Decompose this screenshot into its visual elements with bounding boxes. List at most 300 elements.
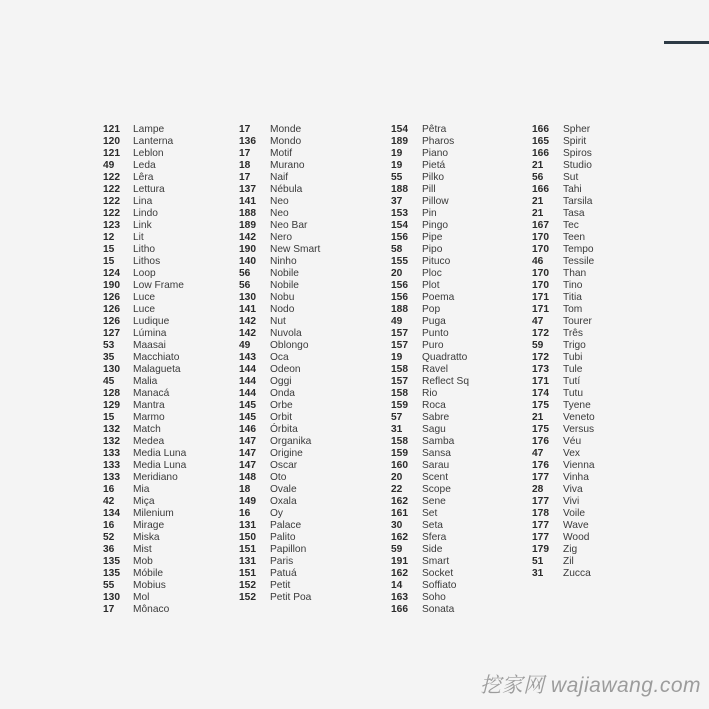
page-number: 141 xyxy=(239,196,256,207)
product-name: Mantra xyxy=(133,400,165,411)
product-name: Leblon xyxy=(133,148,164,159)
page-number: 158 xyxy=(391,436,408,447)
index-entry xyxy=(532,424,595,436)
page-number: 137 xyxy=(239,184,256,195)
product-name: Lêra xyxy=(133,172,154,183)
index-entry xyxy=(391,604,455,616)
product-name: Oto xyxy=(270,472,287,483)
index-entry xyxy=(532,220,579,232)
page-number: 133 xyxy=(103,472,120,483)
page-number: 162 xyxy=(391,496,408,507)
index-entry xyxy=(391,340,444,352)
index-entry xyxy=(103,388,170,400)
index-column-4 xyxy=(532,124,595,580)
page-number: 22 xyxy=(391,484,403,495)
index-entry xyxy=(391,388,438,400)
index-entry xyxy=(239,532,296,544)
index-entry xyxy=(391,580,457,592)
product-name: Tahi xyxy=(563,184,582,195)
product-name: Pilko xyxy=(422,172,445,183)
header-accent-bar xyxy=(664,41,709,44)
page-number: 141 xyxy=(239,304,256,315)
product-name: Mirage xyxy=(133,520,165,531)
index-entry xyxy=(391,304,441,316)
product-name: Macchiato xyxy=(133,352,180,363)
index-entry xyxy=(239,340,309,352)
page-number: 47 xyxy=(532,316,544,327)
product-name: Litho xyxy=(133,244,156,255)
page-number: 176 xyxy=(532,436,549,447)
page-number: 55 xyxy=(103,580,115,591)
page-number: 51 xyxy=(532,556,544,567)
product-name: Orbit xyxy=(270,412,293,423)
product-name: Ninho xyxy=(270,256,297,267)
product-name: Spiros xyxy=(563,148,592,159)
index-entry xyxy=(103,604,170,616)
index-entry xyxy=(532,172,579,184)
index-entry xyxy=(532,460,595,472)
page-number: 154 xyxy=(391,220,408,231)
index-entry xyxy=(103,592,150,604)
page-number: 37 xyxy=(391,196,403,207)
page-number: 155 xyxy=(391,256,408,267)
product-name: Vinha xyxy=(563,472,589,483)
product-name: Mia xyxy=(133,484,150,495)
product-name: Oggi xyxy=(270,376,292,387)
product-name: Media Luna xyxy=(133,448,187,459)
page-number: 121 xyxy=(103,148,120,159)
index-entry xyxy=(239,208,289,220)
page-number: 131 xyxy=(239,520,256,531)
page-number: 191 xyxy=(391,556,408,567)
product-name: Móbile xyxy=(133,568,164,579)
product-name: Lithos xyxy=(133,256,161,267)
page-number: 154 xyxy=(391,124,408,135)
product-name: Marmo xyxy=(133,412,165,423)
product-name: Oscar xyxy=(270,460,298,471)
page-number: 173 xyxy=(532,364,549,375)
index-entry xyxy=(239,304,295,316)
index-entry xyxy=(391,292,455,304)
product-name: Três xyxy=(563,328,583,339)
page-number: 171 xyxy=(532,292,549,303)
index-entry xyxy=(532,472,589,484)
index-entry xyxy=(103,448,187,460)
page-number: 153 xyxy=(391,208,408,219)
page-number: 124 xyxy=(103,268,120,279)
page-number: 133 xyxy=(103,460,120,471)
product-name: Samba xyxy=(422,436,455,447)
page-number: 21 xyxy=(532,160,544,171)
product-name: Lina xyxy=(133,196,153,207)
page-number: 156 xyxy=(391,232,408,243)
index-entry xyxy=(239,196,289,208)
page-number: 17 xyxy=(239,148,251,159)
page-number: 17 xyxy=(103,604,115,615)
page-number: 53 xyxy=(103,340,115,351)
page-number: 17 xyxy=(239,172,251,183)
page-number: 159 xyxy=(391,448,408,459)
page-number: 131 xyxy=(239,556,256,567)
index-entry xyxy=(532,400,591,412)
page-number: 177 xyxy=(532,496,549,507)
product-name: Zig xyxy=(563,544,578,555)
index-entry xyxy=(103,304,156,316)
index-entry xyxy=(391,400,446,412)
product-name: Murano xyxy=(270,160,305,171)
page-number: 158 xyxy=(391,388,408,399)
product-name: Pharos xyxy=(422,136,455,147)
product-name: Tyene xyxy=(563,400,591,411)
product-name: Than xyxy=(563,268,587,279)
index-entry xyxy=(103,520,165,532)
page-number: 167 xyxy=(532,220,549,231)
product-name: Maasai xyxy=(133,340,166,351)
product-name: Ravel xyxy=(422,364,449,375)
index-entry xyxy=(239,412,293,424)
product-name: Ploc xyxy=(422,268,442,279)
product-name: Tarsila xyxy=(563,196,593,207)
page-number: 129 xyxy=(103,400,120,411)
product-name: Malagueta xyxy=(133,364,181,375)
page-number: 31 xyxy=(532,568,544,579)
index-entry xyxy=(103,184,165,196)
page-number: 152 xyxy=(239,592,256,603)
page-number: 145 xyxy=(239,400,256,411)
index-entry xyxy=(391,136,455,148)
product-name: Quadratto xyxy=(422,352,468,363)
index-entry xyxy=(391,424,446,436)
page-number: 142 xyxy=(239,232,256,243)
page-number: 126 xyxy=(103,304,120,315)
index-entry xyxy=(239,292,295,304)
index-entry xyxy=(391,496,446,508)
product-name: Sabre xyxy=(422,412,450,423)
page-number: 158 xyxy=(391,364,408,375)
product-name: Nero xyxy=(270,232,293,243)
product-name: Tec xyxy=(563,220,579,231)
index-entry xyxy=(239,184,303,196)
index-entry xyxy=(532,508,586,520)
product-name: Organika xyxy=(270,436,312,447)
product-name: Tule xyxy=(563,364,583,375)
index-entry xyxy=(239,568,297,580)
page-number: 190 xyxy=(239,244,256,255)
index-entry xyxy=(391,412,450,424)
page-number: 15 xyxy=(103,244,115,255)
page-number: 31 xyxy=(391,424,403,435)
index-entry xyxy=(239,508,284,520)
index-entry xyxy=(532,532,590,544)
product-name: Smart xyxy=(422,556,450,567)
product-name: Pipe xyxy=(422,232,443,243)
page-number: 170 xyxy=(532,268,549,279)
product-name: Tourer xyxy=(563,316,592,327)
product-name: Poema xyxy=(422,292,455,303)
product-name: Pingo xyxy=(422,220,449,231)
index-entry xyxy=(532,292,582,304)
page-number: 142 xyxy=(239,316,256,327)
index-entry xyxy=(391,196,449,208)
index-entry xyxy=(391,508,438,520)
page-number: 151 xyxy=(239,544,256,555)
product-name: Mobius xyxy=(133,580,166,591)
product-name: New Smart xyxy=(270,244,321,255)
page-number: 21 xyxy=(532,196,544,207)
index-entry xyxy=(391,544,443,556)
index-entry xyxy=(239,124,302,136)
index-entry xyxy=(532,124,591,136)
index-entry xyxy=(103,484,150,496)
page-number: 122 xyxy=(103,184,120,195)
page-number: 143 xyxy=(239,352,256,363)
page-number: 21 xyxy=(532,412,544,423)
page-number: 121 xyxy=(103,124,120,135)
product-name: Wood xyxy=(563,532,590,543)
index-entry xyxy=(391,268,442,280)
page-number: 163 xyxy=(391,592,408,603)
page-number: 151 xyxy=(239,568,256,579)
index-entry xyxy=(239,244,321,256)
product-name: Wave xyxy=(563,520,589,531)
page-number: 177 xyxy=(532,520,549,531)
product-name: Naif xyxy=(270,172,289,183)
index-entry xyxy=(103,232,144,244)
index-entry xyxy=(239,280,299,292)
index-entry xyxy=(103,580,166,592)
index-entry xyxy=(532,388,584,400)
page-number: 16 xyxy=(103,520,115,531)
index-entry xyxy=(103,136,174,148)
page-number: 120 xyxy=(103,136,120,147)
product-name: Sfera xyxy=(422,532,447,543)
page-number: 147 xyxy=(239,460,256,471)
watermark: 挖家网 wajiawang.com xyxy=(480,674,701,697)
index-entry xyxy=(239,148,293,160)
product-name: Sene xyxy=(422,496,446,507)
index-entry xyxy=(391,568,454,580)
page-number: 188 xyxy=(391,304,408,315)
page-number: 45 xyxy=(103,376,115,387)
index-entry xyxy=(532,496,580,508)
index-entry xyxy=(532,148,592,160)
page-number: 175 xyxy=(532,400,549,411)
product-name: Luce xyxy=(133,304,156,315)
index-entry xyxy=(239,424,298,436)
page-number: 190 xyxy=(103,280,120,291)
product-name: Titia xyxy=(563,292,582,303)
product-name: Nobile xyxy=(270,280,299,291)
product-name: Scent xyxy=(422,472,449,483)
page-number: 30 xyxy=(391,520,403,531)
index-entry xyxy=(391,328,449,340)
index-entry xyxy=(391,460,450,472)
index-entry xyxy=(239,544,307,556)
product-name: Miça xyxy=(133,496,155,507)
page-number: 166 xyxy=(532,148,549,159)
product-name: Medea xyxy=(133,436,165,447)
product-name: Side xyxy=(422,544,443,555)
index-entry xyxy=(239,256,297,268)
index-entry xyxy=(239,388,295,400)
product-name: Motif xyxy=(270,148,293,159)
product-name: Voile xyxy=(563,508,586,519)
page-number: 122 xyxy=(103,196,120,207)
index-entry xyxy=(103,364,181,376)
product-name: Neo Bar xyxy=(270,220,308,231)
index-entry xyxy=(532,160,592,172)
page-number: 135 xyxy=(103,556,120,567)
product-name: Onda xyxy=(270,388,295,399)
page-number: 140 xyxy=(239,256,256,267)
index-entry xyxy=(103,436,165,448)
product-name: Spirit xyxy=(563,136,587,147)
index-entry xyxy=(239,364,301,376)
product-name: Socket xyxy=(422,568,454,579)
product-name: Studio xyxy=(563,160,592,171)
index-entry xyxy=(239,328,302,340)
index-entry xyxy=(391,448,451,460)
product-name: Sarau xyxy=(422,460,450,471)
product-name: Véu xyxy=(563,436,582,447)
product-name: Low Frame xyxy=(133,280,184,291)
page-number: 156 xyxy=(391,280,408,291)
product-name: Reflect Sq xyxy=(422,376,469,387)
page-number: 177 xyxy=(532,532,549,543)
page-number: 19 xyxy=(391,160,403,171)
product-name: Manacá xyxy=(133,388,170,399)
index-entry xyxy=(532,196,593,208)
index-entry xyxy=(239,484,297,496)
index-entry xyxy=(239,268,299,280)
page-number: 188 xyxy=(391,184,408,195)
page-number: 127 xyxy=(103,328,120,339)
index-entry xyxy=(103,544,152,556)
index-entry xyxy=(391,244,443,256)
index-entry xyxy=(103,568,164,580)
product-name: Leda xyxy=(133,160,156,171)
page-number: 147 xyxy=(239,448,256,459)
index-entry xyxy=(239,352,289,364)
index-entry xyxy=(532,484,583,496)
product-name: Malia xyxy=(133,376,158,387)
product-name: Orbe xyxy=(270,400,293,411)
product-name: Pietá xyxy=(422,160,446,171)
product-name: Petit Poa xyxy=(270,592,312,603)
product-name: Punto xyxy=(422,328,449,339)
product-name: Órbita xyxy=(270,424,298,435)
index-entry xyxy=(239,376,292,388)
page-number: 17 xyxy=(239,124,251,135)
page-number: 28 xyxy=(532,484,544,495)
product-name: Lampe xyxy=(133,124,165,135)
product-name: Piano xyxy=(422,148,449,159)
page-number: 142 xyxy=(239,328,256,339)
index-entry xyxy=(103,328,167,340)
product-name: Neo xyxy=(270,196,289,207)
page-number: 18 xyxy=(239,160,251,171)
product-name: Miska xyxy=(133,532,160,543)
page-number: 49 xyxy=(391,316,403,327)
product-name: Pillow xyxy=(422,196,449,207)
product-name: Spher xyxy=(563,124,591,135)
index-entry xyxy=(239,520,302,532)
index-entry xyxy=(532,436,582,448)
page-number: 166 xyxy=(391,604,408,615)
page-number: 189 xyxy=(391,136,408,147)
page-number: 170 xyxy=(532,232,549,243)
page-number: 162 xyxy=(391,568,408,579)
page-number: 47 xyxy=(532,448,544,459)
index-entry xyxy=(532,568,591,580)
index-entry xyxy=(103,340,166,352)
page-number: 136 xyxy=(239,136,256,147)
page-number: 36 xyxy=(103,544,115,555)
page-number: 170 xyxy=(532,244,549,255)
product-name: Zil xyxy=(563,556,574,567)
page-number: 174 xyxy=(532,388,549,399)
index-entry xyxy=(239,592,312,604)
index-entry xyxy=(391,172,445,184)
page-number: 166 xyxy=(532,124,549,135)
page-number: 46 xyxy=(532,256,544,267)
index-entry xyxy=(391,472,449,484)
page-number: 161 xyxy=(391,508,408,519)
product-name: Nébula xyxy=(270,184,303,195)
page-number: 14 xyxy=(391,580,403,591)
product-name: Tutu xyxy=(563,388,584,399)
page-number: 171 xyxy=(532,376,549,387)
page-number: 56 xyxy=(239,268,251,279)
index-entry xyxy=(239,556,294,568)
page-number: 35 xyxy=(103,352,115,363)
index-entry xyxy=(103,244,156,256)
page-number: 144 xyxy=(239,364,256,375)
page-number: 146 xyxy=(239,424,256,435)
index-entry xyxy=(532,136,587,148)
product-name: Scope xyxy=(422,484,451,495)
index-entry xyxy=(532,280,583,292)
product-name: Viva xyxy=(563,484,583,495)
page-number: 170 xyxy=(532,280,549,291)
page-number: 176 xyxy=(532,460,549,471)
product-name: Sansa xyxy=(422,448,451,459)
product-name: Monde xyxy=(270,124,302,135)
page-number: 177 xyxy=(532,472,549,483)
product-name: Tasa xyxy=(563,208,585,219)
page-number: 133 xyxy=(103,448,120,459)
product-name: Zucca xyxy=(563,568,591,579)
index-entry xyxy=(103,472,178,484)
product-name: Luce xyxy=(133,292,156,303)
product-name: Vienna xyxy=(563,460,595,471)
page-number: 56 xyxy=(239,280,251,291)
index-entry xyxy=(532,376,581,388)
product-name: Lit xyxy=(133,232,144,243)
product-name: Tessile xyxy=(563,256,595,267)
page-number: 57 xyxy=(391,412,403,423)
index-entry xyxy=(103,196,153,208)
index-entry xyxy=(532,352,583,364)
product-name: Mondo xyxy=(270,136,302,147)
product-name: Oy xyxy=(270,508,284,519)
product-name: Link xyxy=(133,220,152,231)
index-entry xyxy=(239,496,297,508)
index-entry xyxy=(391,484,451,496)
product-name: Sonata xyxy=(422,604,455,615)
index-entry xyxy=(532,268,587,280)
index-entry xyxy=(532,208,585,220)
